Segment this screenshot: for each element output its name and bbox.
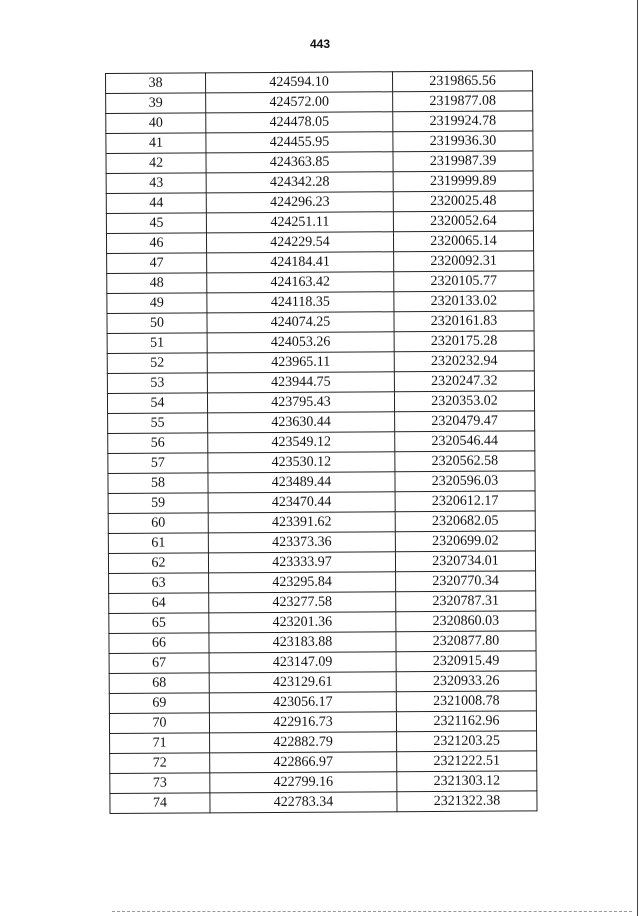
northing-cell: 2321008.78	[396, 691, 536, 712]
point-number-cell: 63	[109, 573, 209, 594]
point-number-cell: 43	[106, 173, 206, 194]
point-number-cell: 39	[106, 93, 206, 114]
point-number-cell: 46	[106, 233, 206, 254]
coordinates-table	[105, 70, 538, 814]
table-row	[106, 111, 533, 134]
point-number-cell: 40	[106, 113, 206, 134]
northing-cell: 2320065.14	[393, 231, 533, 252]
table-row	[106, 231, 533, 254]
northing-cell: 2320546.44	[395, 431, 535, 452]
northing-cell: 2320877.80	[396, 631, 536, 652]
northing-cell: 2321303.12	[397, 771, 537, 792]
table-row	[110, 751, 537, 774]
northing-cell: 2319877.08	[393, 91, 533, 112]
page-number: 443	[309, 37, 331, 51]
northing-cell: 2320025.48	[393, 191, 533, 212]
table-row	[109, 651, 536, 674]
easting-cell: 424363.85	[206, 152, 393, 173]
easting-cell: 424229.54	[206, 232, 393, 253]
northing-cell: 2320232.94	[394, 351, 534, 372]
point-number-cell: 72	[110, 753, 210, 774]
northing-cell: 2320596.03	[395, 471, 535, 492]
northing-cell: 2320915.49	[396, 651, 536, 672]
table-row	[108, 471, 535, 494]
northing-cell: 2320247.32	[394, 371, 534, 392]
table-row	[107, 351, 534, 374]
northing-cell: 2319999.89	[393, 171, 533, 192]
easting-cell: 422799.16	[210, 772, 397, 793]
point-number-cell: 44	[106, 193, 206, 214]
table-row	[108, 451, 535, 474]
northing-cell: 2321203.25	[397, 731, 537, 752]
northing-cell: 2319936.30	[393, 131, 533, 152]
easting-cell: 423530.12	[208, 452, 395, 473]
point-number-cell: 49	[107, 293, 207, 314]
easting-cell: 423630.44	[208, 412, 395, 433]
northing-cell: 2320133.02	[394, 291, 534, 312]
northing-cell: 2320479.47	[395, 411, 535, 432]
table-row	[107, 311, 534, 334]
easting-cell: 423277.58	[209, 592, 396, 613]
easting-cell: 423295.84	[209, 572, 396, 593]
point-number-cell: 64	[109, 593, 209, 614]
easting-cell: 424296.23	[206, 192, 393, 213]
northing-cell: 2319865.56	[392, 71, 532, 92]
easting-cell: 423201.36	[209, 612, 396, 633]
northing-cell: 2321222.51	[397, 751, 537, 772]
table-row	[110, 771, 537, 794]
point-number-cell: 69	[109, 693, 209, 714]
northing-cell: 2319987.39	[393, 151, 533, 172]
table-row	[106, 191, 533, 214]
point-number-cell: 71	[110, 733, 210, 754]
easting-cell: 424163.42	[207, 272, 394, 293]
northing-cell: 2320933.26	[396, 671, 536, 692]
easting-cell: 423391.62	[208, 512, 395, 533]
easting-cell: 423147.09	[209, 652, 396, 673]
easting-cell: 423549.12	[208, 432, 395, 453]
northing-cell: 2320787.31	[396, 591, 536, 612]
table-row	[108, 551, 535, 574]
easting-cell: 422866.97	[210, 752, 397, 773]
easting-cell: 423795.43	[207, 392, 394, 413]
point-number-cell: 61	[108, 533, 208, 554]
northing-cell: 2320682.05	[395, 511, 535, 532]
northing-cell: 2321322.38	[397, 791, 537, 812]
northing-cell: 2319924.78	[393, 111, 533, 132]
easting-cell: 423965.11	[207, 352, 394, 373]
northing-cell: 2320612.17	[395, 491, 535, 512]
table-row	[106, 171, 533, 194]
easting-cell: 424074.25	[207, 312, 394, 333]
easting-cell: 423056.17	[209, 692, 396, 713]
table-row	[108, 431, 535, 454]
table-row	[108, 531, 535, 554]
table-row	[109, 611, 536, 634]
table-row	[107, 251, 534, 274]
table-row	[109, 631, 536, 654]
point-number-cell: 54	[107, 393, 207, 414]
table-row	[109, 711, 536, 734]
point-number-cell: 51	[107, 333, 207, 354]
easting-cell: 423470.44	[208, 492, 395, 513]
easting-cell: 424455.95	[206, 132, 393, 153]
point-number-cell: 52	[107, 353, 207, 374]
point-number-cell: 58	[108, 473, 208, 494]
scan-bottom-edge	[112, 911, 632, 912]
table-row	[106, 211, 533, 234]
point-number-cell: 60	[108, 513, 208, 534]
easting-cell: 423129.61	[209, 672, 396, 693]
point-number-cell: 57	[108, 453, 208, 474]
table-row	[108, 511, 535, 534]
table-row	[106, 91, 533, 114]
point-number-cell: 65	[109, 613, 209, 634]
northing-cell: 2320353.02	[394, 391, 534, 412]
table-row	[107, 371, 534, 394]
easting-cell: 424594.10	[206, 72, 393, 93]
table-row	[108, 491, 535, 514]
table-row	[109, 671, 536, 694]
northing-cell: 2320161.83	[394, 311, 534, 332]
table-row	[109, 691, 536, 714]
easting-cell: 424251.11	[206, 212, 393, 233]
table-row	[106, 131, 533, 154]
point-number-cell: 68	[109, 673, 209, 694]
point-number-cell: 55	[108, 413, 208, 434]
scan-right-edge	[637, 0, 638, 916]
table-body	[106, 71, 538, 814]
table-row	[108, 411, 535, 434]
table-row	[107, 271, 534, 294]
easting-cell: 422882.79	[210, 732, 397, 753]
table-row	[109, 591, 536, 614]
easting-cell: 422916.73	[209, 712, 396, 733]
point-number-cell: 56	[108, 433, 208, 454]
northing-cell: 2320092.31	[394, 251, 534, 272]
northing-cell: 2320175.28	[394, 331, 534, 352]
easting-cell: 423373.36	[208, 532, 395, 553]
point-number-cell: 48	[107, 273, 207, 294]
point-number-cell: 62	[108, 553, 208, 574]
point-number-cell: 38	[106, 73, 206, 94]
northing-cell: 2320860.03	[396, 611, 536, 632]
table-row	[109, 571, 536, 594]
easting-cell: 424053.26	[207, 332, 394, 353]
northing-cell: 2321162.96	[396, 711, 536, 732]
northing-cell: 2320770.34	[396, 571, 536, 592]
table-row	[107, 391, 534, 414]
point-number-cell: 74	[110, 793, 210, 814]
easting-cell: 423489.44	[208, 472, 395, 493]
northing-cell: 2320734.01	[395, 551, 535, 572]
table-row	[107, 331, 534, 354]
point-number-cell: 45	[106, 213, 206, 234]
easting-cell: 424572.00	[206, 92, 393, 113]
point-number-cell: 66	[109, 633, 209, 654]
table-row	[110, 791, 537, 814]
point-number-cell: 47	[107, 253, 207, 274]
table-row	[107, 291, 534, 314]
point-number-cell: 41	[106, 133, 206, 154]
easting-cell: 424342.28	[206, 172, 393, 193]
easting-cell: 424478.05	[206, 112, 393, 133]
northing-cell: 2320699.02	[395, 531, 535, 552]
northing-cell: 2320105.77	[394, 271, 534, 292]
easting-cell: 422783.34	[210, 792, 397, 813]
point-number-cell: 53	[107, 373, 207, 394]
point-number-cell: 73	[110, 773, 210, 794]
easting-cell: 423333.97	[208, 552, 395, 573]
easting-cell: 423944.75	[207, 372, 394, 393]
northing-cell: 2320052.64	[393, 211, 533, 232]
easting-cell: 424184.41	[207, 252, 394, 273]
easting-cell: 424118.35	[207, 292, 394, 313]
point-number-cell: 59	[108, 493, 208, 514]
point-number-cell: 70	[109, 713, 209, 734]
table-row	[110, 731, 537, 754]
easting-cell: 423183.88	[209, 632, 396, 653]
point-number-cell: 67	[109, 653, 209, 674]
table-row	[106, 151, 533, 174]
northing-cell: 2320562.58	[395, 451, 535, 472]
table-row	[106, 71, 533, 94]
point-number-cell: 50	[107, 313, 207, 334]
point-number-cell: 42	[106, 153, 206, 174]
